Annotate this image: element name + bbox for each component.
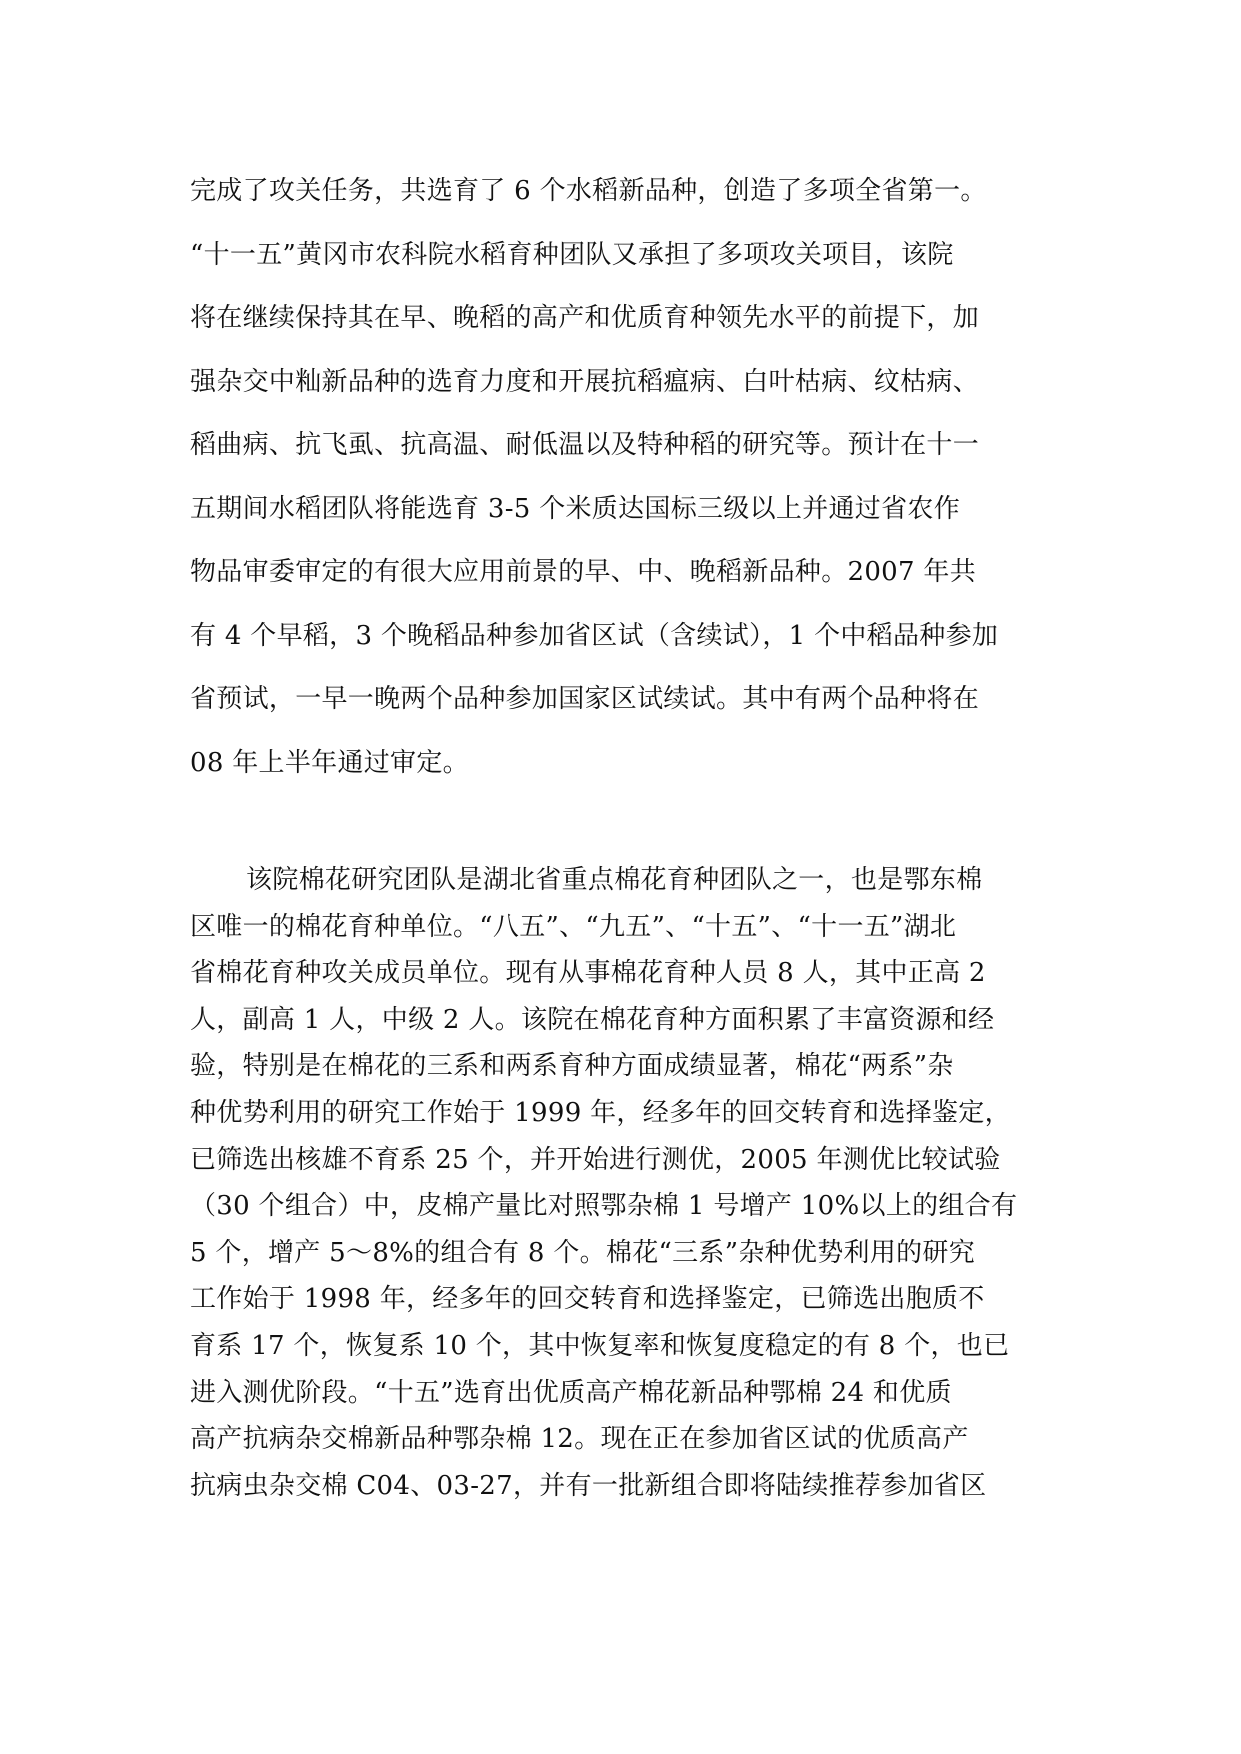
text-line: 已筛选出核雄不育系 25 个，并开始进行测优，2005 年测优比较试验 <box>190 1144 1001 1175</box>
text-line: 有 4 个早稻，3 个晚稻品种参加省区试（含续试），1 个中稻品种参加 <box>190 620 999 651</box>
text-line: 完成了攻关任务，共选育了 6 个水稻新品种，创造了多项全省第一。 <box>190 176 987 206</box>
text-line: “十一五”黄冈市农科院水稻育种团队又承担了多项攻关项目，该院 <box>190 239 954 270</box>
text-line: 稻曲病、抗飞虱、抗高温、耐低温以及特种稻的研究等。预计在十一 <box>190 430 980 460</box>
text-line: （30 个组合）中，皮棉产量比对照鄂杂棉 1 号增产 10%以上的组合有 <box>190 1191 1018 1222</box>
text-line: 育系 17 个，恢复系 10 个，其中恢复率和恢复度稳定的有 8 个，也已 <box>190 1330 1010 1361</box>
text-line: 进入测优阶段。“十五”选育出优质高产棉花新品种鄂棉 24 和优质 <box>190 1377 952 1408</box>
text-line: 五期间水稻团队将能选育 3-5 个米质达国标三级以上并通过省农作 <box>190 493 960 524</box>
text-line: 省棉花育种攻关成员单位。现有从事棉花育种人员 8 人，其中正高 2 <box>190 958 986 989</box>
text-line: 高产抗病杂交棉新品种鄂杂棉 12。现在正在参加省区试的优质高产 <box>190 1424 969 1455</box>
text-line: 08 年上半年通过审定。 <box>190 747 469 778</box>
paragraph-cotton-breeding <box>190 857 1055 1509</box>
text-line: 省预试，一早一晚两个品种参加国家区试续试。其中有两个品种将在 <box>190 684 980 714</box>
text-line: 区唯一的棉花育种单位。“八五”、“九五”、“十五”、“十一五”湖北 <box>190 911 957 942</box>
text-line: 工作始于 1998 年，经多年的回交转育和选择鉴定，已筛选出胞质不 <box>190 1284 985 1315</box>
text-line: 验，特别是在棉花的三系和两系育种方面成绩显著，棉花“两系”杂 <box>190 1051 954 1082</box>
text-line: 种优势利用的研究工作始于 1999 年，经多年的回交转育和选择鉴定， <box>190 1097 1011 1128</box>
text-line: 强杂交中籼新品种的选育力度和开展抗稻瘟病、白叶枯病、纹枯病、 <box>190 366 980 397</box>
text-line: 抗病虫杂交棉 C04、03-27，并有一批新组合即将陆续推荐参加省区 <box>190 1470 987 1501</box>
text-line: 人，副高 1 人，中级 2 人。该院在棉花育种方面积累了丰富资源和经 <box>190 1004 995 1035</box>
text-line: 物品审委审定的有很大应用前景的早、中、晚稻新品种。2007 年共 <box>190 557 977 587</box>
text-line: 该院棉花研究团队是湖北省重点棉花育种团队之一，也是鄂东棉 <box>246 865 983 895</box>
text-line: 将在继续保持其在早、晚稻的高产和优质育种领先水平的前提下，加 <box>190 303 980 333</box>
paragraph-rice-breeding <box>190 160 1055 795</box>
text-line: 5 个，增产 5～8%的组合有 8 个。棉花“三系”杂种优势利用的研究 <box>190 1237 976 1268</box>
